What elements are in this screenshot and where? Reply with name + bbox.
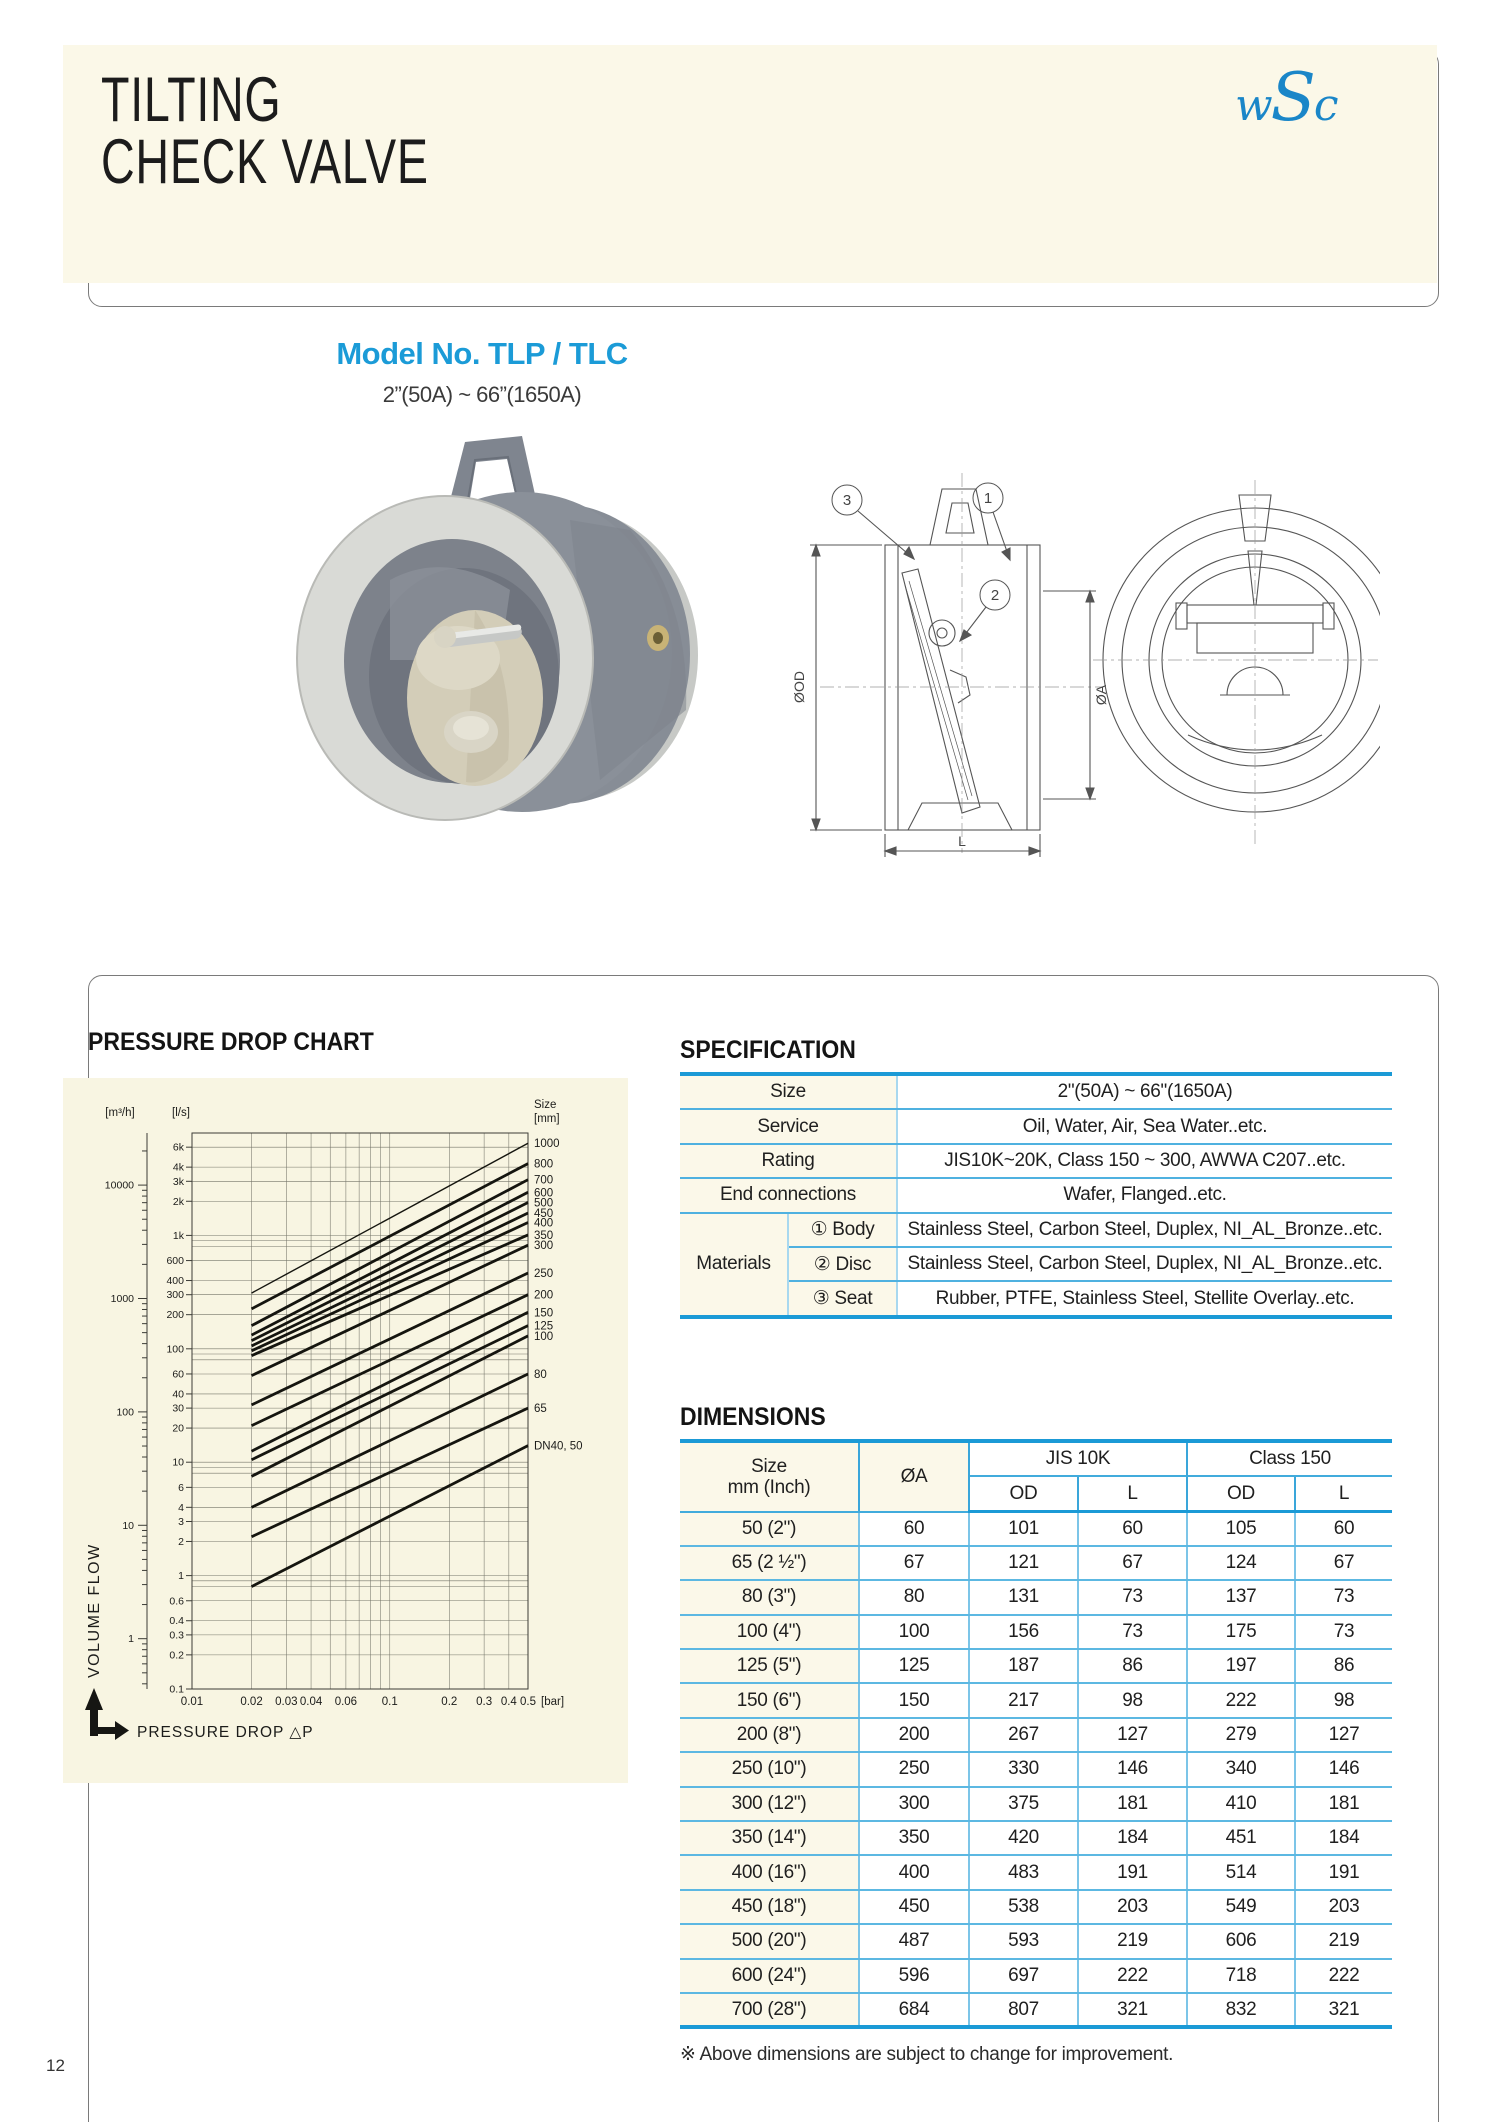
svg-text:0.4: 0.4 xyxy=(500,1696,517,1708)
svg-text:20: 20 xyxy=(172,1422,184,1435)
svg-text:100: 100 xyxy=(534,1330,554,1343)
size-cell: 80 (3") xyxy=(680,1580,859,1614)
svg-text:65: 65 xyxy=(534,1403,547,1416)
size-cell: 450 (18") xyxy=(680,1890,859,1924)
svg-text:0.1: 0.1 xyxy=(381,1696,398,1708)
svg-text:0.6: 0.6 xyxy=(169,1595,184,1608)
svg-text:0.1: 0.1 xyxy=(169,1683,184,1696)
svg-text:1000: 1000 xyxy=(110,1292,134,1305)
svg-text:0.06: 0.06 xyxy=(334,1696,358,1708)
value-cell: 718 xyxy=(1187,1959,1295,1993)
value-cell: 514 xyxy=(1187,1855,1295,1889)
dim-l-label: L xyxy=(958,833,966,849)
svg-text:0.02: 0.02 xyxy=(240,1696,263,1708)
size-cell: 150 (6") xyxy=(680,1683,859,1717)
value-cell: 279 xyxy=(1187,1718,1295,1752)
svg-text:300: 300 xyxy=(166,1289,184,1302)
specification-table xyxy=(680,1072,1392,1319)
value-cell: 203 xyxy=(1295,1890,1392,1924)
table-row xyxy=(680,1821,1392,1855)
value-cell: 175 xyxy=(1187,1615,1295,1649)
value-cell: 146 xyxy=(1078,1752,1187,1786)
value-cell: 222 xyxy=(1295,1959,1392,1993)
value-cell: 250 xyxy=(859,1752,969,1786)
svg-text:4k: 4k xyxy=(172,1161,184,1174)
svg-text:Size: Size xyxy=(534,1099,557,1111)
col-header-l: L xyxy=(1295,1476,1392,1512)
value-cell: 697 xyxy=(969,1959,1078,1993)
table-row xyxy=(680,1546,1392,1580)
value-cell: 156 xyxy=(969,1615,1078,1649)
callout-1: 1 xyxy=(983,490,993,507)
value-cell: 400 xyxy=(859,1855,969,1889)
value-cell: 321 xyxy=(1295,1993,1392,2027)
size-cell: 200 (8") xyxy=(680,1718,859,1752)
dim-a-label: ØA xyxy=(1093,684,1109,706)
size-cell: 700 (28") xyxy=(680,1993,859,2027)
value-cell: 549 xyxy=(1187,1890,1295,1924)
value-cell: 181 xyxy=(1078,1787,1187,1821)
svg-text:1000: 1000 xyxy=(534,1138,560,1151)
svg-text:0.3: 0.3 xyxy=(169,1629,184,1642)
value-cell: 121 xyxy=(969,1546,1078,1580)
svg-text:200: 200 xyxy=(166,1309,184,1322)
table-row xyxy=(680,1683,1392,1717)
svg-text:125: 125 xyxy=(534,1320,554,1333)
value-cell: 187 xyxy=(969,1649,1078,1683)
value-cell: 86 xyxy=(1295,1649,1392,1683)
svg-text:600: 600 xyxy=(534,1187,554,1200)
value-cell: 222 xyxy=(1187,1683,1295,1717)
svg-text:0.04: 0.04 xyxy=(299,1696,323,1708)
table-row xyxy=(680,1924,1392,1958)
svg-text:60: 60 xyxy=(172,1368,184,1381)
product-photo xyxy=(270,430,700,860)
value-cell: 606 xyxy=(1187,1924,1295,1958)
svg-text:30: 30 xyxy=(172,1402,184,1415)
value-cell: 73 xyxy=(1078,1615,1187,1649)
svg-text:150: 150 xyxy=(534,1307,554,1320)
svg-text:[mm]: [mm] xyxy=(534,1113,560,1125)
table-header-row xyxy=(680,1441,1392,1476)
value-cell: 105 xyxy=(1187,1512,1295,1546)
svg-text:3k: 3k xyxy=(172,1175,184,1188)
callout-3: 3 xyxy=(842,492,852,509)
svg-text:500: 500 xyxy=(534,1197,554,1210)
svg-text:2k: 2k xyxy=(172,1195,184,1208)
svg-text:3: 3 xyxy=(178,1515,184,1528)
model-title: Model No. TLP / TLC xyxy=(336,336,628,371)
svg-text:800: 800 xyxy=(534,1158,554,1171)
col-header-l: L xyxy=(1078,1476,1187,1512)
value-cell: 191 xyxy=(1295,1855,1392,1889)
model-size-range: 2”(50A) ~ 66”(1650A) xyxy=(382,382,582,407)
value-cell: 203 xyxy=(1078,1890,1187,1924)
value-cell: 67 xyxy=(1295,1546,1392,1580)
value-cell: 300 xyxy=(859,1787,969,1821)
value-cell: 73 xyxy=(1295,1615,1392,1649)
svg-text:450: 450 xyxy=(534,1208,554,1221)
svg-text:1k: 1k xyxy=(172,1229,184,1242)
spec-value: Rubber, PTFE, Stainless Steel, Stellite Overlay..etc. xyxy=(897,1281,1392,1316)
spec-value: Oil, Water, Air, Sea Water..etc. xyxy=(897,1109,1392,1143)
value-cell: 131 xyxy=(969,1580,1078,1614)
value-cell: 60 xyxy=(1295,1512,1392,1546)
value-cell: 596 xyxy=(859,1959,969,1993)
spec-value: Stainless Steel, Carbon Steel, Duplex, NI_AL_Bronze..etc. xyxy=(897,1247,1392,1281)
value-cell: 410 xyxy=(1187,1787,1295,1821)
svg-text:VOLUME FLOW: VOLUME FLOW xyxy=(86,1543,103,1678)
value-cell: 67 xyxy=(859,1546,969,1580)
header-band xyxy=(63,45,1437,283)
value-cell: 684 xyxy=(859,1993,969,2027)
pressure-drop-chart-plot xyxy=(63,1078,628,1783)
svg-text:DN40, 50: DN40, 50 xyxy=(534,1440,583,1453)
table-row xyxy=(680,1718,1392,1752)
size-cell: 250 (10") xyxy=(680,1752,859,1786)
value-cell: 487 xyxy=(859,1924,969,1958)
table-row xyxy=(680,1213,1392,1247)
value-cell: 191 xyxy=(1078,1855,1187,1889)
svg-text:400: 400 xyxy=(534,1217,554,1230)
svg-text:10: 10 xyxy=(172,1456,184,1469)
svg-text:1: 1 xyxy=(178,1570,184,1583)
svg-text:250: 250 xyxy=(534,1268,554,1281)
spec-label: Service xyxy=(680,1109,897,1143)
page-title xyxy=(101,65,429,197)
value-cell: 340 xyxy=(1187,1752,1295,1786)
svg-text:1: 1 xyxy=(128,1633,134,1646)
spec-value: 2"(50A) ~ 66"(1650A) xyxy=(897,1074,1392,1109)
page-title-line2: CHECK VALVE xyxy=(101,127,429,197)
value-cell: 267 xyxy=(969,1718,1078,1752)
svg-text:200: 200 xyxy=(534,1289,554,1302)
spec-label: Size xyxy=(680,1074,897,1109)
col-header-od: OD xyxy=(969,1476,1078,1512)
svg-text:6: 6 xyxy=(178,1481,184,1494)
wsc-logo: wSc xyxy=(1235,59,1337,136)
value-cell: 101 xyxy=(969,1512,1078,1546)
value-cell: 807 xyxy=(969,1993,1078,2027)
table-row xyxy=(680,1580,1392,1614)
page-number: 12 xyxy=(46,2056,65,2075)
svg-text:0.5: 0.5 xyxy=(520,1696,536,1708)
value-cell: 86 xyxy=(1078,1649,1187,1683)
svg-text:350: 350 xyxy=(534,1229,554,1242)
spec-material-sub: ② Disc xyxy=(788,1247,897,1281)
table-row xyxy=(680,1615,1392,1649)
svg-text:0.2: 0.2 xyxy=(441,1696,458,1708)
table-row xyxy=(680,1959,1392,1993)
svg-text:700: 700 xyxy=(534,1174,554,1187)
chart-section-heading: PRESSURE DROP CHART xyxy=(88,1028,374,1056)
value-cell: 181 xyxy=(1295,1787,1392,1821)
spec-value: Wafer, Flanged..etc. xyxy=(897,1178,1392,1212)
svg-text:40: 40 xyxy=(172,1388,184,1401)
svg-text:400: 400 xyxy=(166,1275,184,1288)
svg-text:0.2: 0.2 xyxy=(169,1649,184,1662)
svg-text:80: 80 xyxy=(534,1368,547,1381)
table-row xyxy=(680,1109,1392,1143)
value-cell: 98 xyxy=(1078,1683,1187,1717)
value-cell: 60 xyxy=(1078,1512,1187,1546)
table-row xyxy=(680,1144,1392,1178)
value-cell: 420 xyxy=(969,1821,1078,1855)
svg-text:300: 300 xyxy=(534,1240,554,1253)
col-header-class150: Class 150 xyxy=(1187,1441,1392,1476)
spec-material-sub: ① Body xyxy=(788,1213,897,1247)
value-cell: 350 xyxy=(859,1821,969,1855)
svg-text:10: 10 xyxy=(122,1519,134,1532)
svg-text:[m³/h]: [m³/h] xyxy=(105,1107,135,1119)
table-row xyxy=(680,1890,1392,1924)
size-cell: 65 (2 ½") xyxy=(680,1546,859,1580)
value-cell: 200 xyxy=(859,1718,969,1752)
spec-material-sub: ③ Seat xyxy=(788,1281,897,1316)
value-cell: 67 xyxy=(1078,1546,1187,1580)
spec-value: JIS10K~20K, Class 150 ~ 300, AWWA C207..etc. xyxy=(897,1144,1392,1178)
svg-text:600: 600 xyxy=(166,1255,184,1268)
value-cell: 330 xyxy=(969,1752,1078,1786)
svg-text:6k: 6k xyxy=(172,1141,184,1154)
value-cell: 593 xyxy=(969,1924,1078,1958)
value-cell: 375 xyxy=(969,1787,1078,1821)
value-cell: 98 xyxy=(1295,1683,1392,1717)
pressure-drop-chart xyxy=(63,1078,628,1783)
value-cell: 80 xyxy=(859,1580,969,1614)
svg-text:2: 2 xyxy=(178,1535,184,1548)
value-cell: 483 xyxy=(969,1855,1078,1889)
value-cell: 184 xyxy=(1295,1821,1392,1855)
svg-text:0.4: 0.4 xyxy=(169,1615,184,1628)
dim-od-label: ØOD xyxy=(791,671,807,703)
col-header-a: ØA xyxy=(859,1441,969,1512)
value-cell: 219 xyxy=(1078,1924,1187,1958)
svg-text:0.03: 0.03 xyxy=(275,1696,298,1708)
table-row xyxy=(680,1649,1392,1683)
dimensions-section-heading: DIMENSIONS xyxy=(680,1403,826,1431)
value-cell: 832 xyxy=(1187,1993,1295,2027)
size-cell: 600 (24") xyxy=(680,1959,859,1993)
value-cell: 146 xyxy=(1295,1752,1392,1786)
value-cell: 100 xyxy=(859,1615,969,1649)
col-header-od: OD xyxy=(1187,1476,1295,1512)
spec-section-heading: SPECIFICATION xyxy=(680,1036,856,1064)
table-row xyxy=(680,1787,1392,1821)
table-row xyxy=(680,1855,1392,1889)
svg-text:4: 4 xyxy=(178,1501,184,1514)
col-header-jis10k: JIS 10K xyxy=(969,1441,1187,1476)
value-cell: 73 xyxy=(1078,1580,1187,1614)
value-cell: 60 xyxy=(859,1512,969,1546)
svg-text:[l/s]: [l/s] xyxy=(172,1107,190,1119)
table-row xyxy=(680,1074,1392,1109)
dimensions-table xyxy=(680,1439,1392,2029)
svg-text:[bar]: [bar] xyxy=(541,1696,565,1708)
svg-text:0.01: 0.01 xyxy=(180,1696,204,1708)
spec-materials-label: Materials xyxy=(680,1213,788,1317)
size-cell: 100 (4") xyxy=(680,1615,859,1649)
page-title-line1: TILTING xyxy=(101,65,282,135)
dimensions-note: ※ Above dimensions are subject to change for improvement. xyxy=(680,2044,1174,2065)
size-cell: 125 (5") xyxy=(680,1649,859,1683)
value-cell: 150 xyxy=(859,1683,969,1717)
technical-drawing xyxy=(790,455,1380,865)
value-cell: 451 xyxy=(1187,1821,1295,1855)
size-cell: 300 (12") xyxy=(680,1787,859,1821)
table-row xyxy=(680,1178,1392,1212)
value-cell: 217 xyxy=(969,1683,1078,1717)
value-cell: 127 xyxy=(1078,1718,1187,1752)
svg-text:100: 100 xyxy=(166,1343,184,1356)
value-cell: 127 xyxy=(1295,1718,1392,1752)
size-cell: 400 (16") xyxy=(680,1855,859,1889)
table-row xyxy=(680,1993,1392,2027)
value-cell: 184 xyxy=(1078,1821,1187,1855)
spec-label: End connections xyxy=(680,1178,897,1212)
value-cell: 321 xyxy=(1078,1993,1187,2027)
spec-value: Stainless Steel, Carbon Steel, Duplex, NI_AL_Bronze..etc. xyxy=(897,1213,1392,1247)
size-cell: 50 (2") xyxy=(680,1512,859,1546)
size-cell: 500 (20") xyxy=(680,1924,859,1958)
value-cell: 222 xyxy=(1078,1959,1187,1993)
col-header-size: Size mm (Inch) xyxy=(680,1441,859,1512)
size-cell: 350 (14") xyxy=(680,1821,859,1855)
value-cell: 137 xyxy=(1187,1580,1295,1614)
value-cell: 125 xyxy=(859,1649,969,1683)
svg-text:10000: 10000 xyxy=(104,1179,134,1192)
value-cell: 538 xyxy=(969,1890,1078,1924)
value-cell: 73 xyxy=(1295,1580,1392,1614)
svg-text:0.3: 0.3 xyxy=(476,1696,493,1708)
table-row xyxy=(680,1512,1392,1546)
table-row xyxy=(680,1752,1392,1786)
value-cell: 197 xyxy=(1187,1649,1295,1683)
value-cell: 219 xyxy=(1295,1924,1392,1958)
callout-2: 2 xyxy=(990,587,1000,604)
svg-text:PRESSURE DROP △P: PRESSURE DROP △P xyxy=(137,1724,314,1741)
value-cell: 124 xyxy=(1187,1546,1295,1580)
value-cell: 450 xyxy=(859,1890,969,1924)
svg-text:100: 100 xyxy=(116,1406,134,1419)
spec-label: Rating xyxy=(680,1144,897,1178)
